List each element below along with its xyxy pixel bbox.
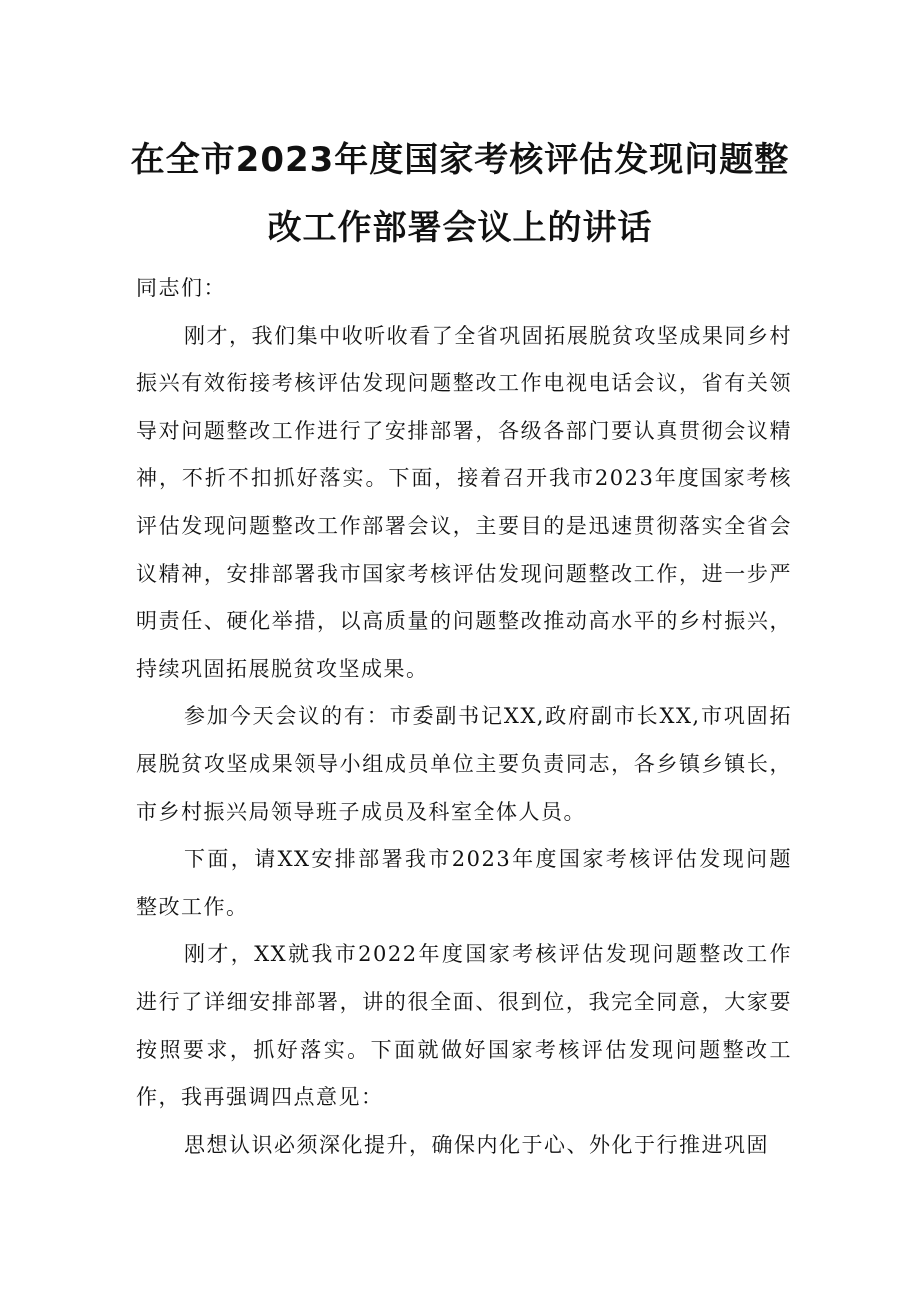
paragraph-4: 刚才，XX就我市2022年度国家考核评估发现问题整改工作进行了详细安排部署，讲的很全面、很到位，我完全同意，大家要按照要求，抓好落实。下面就做好国家考核评估发现问题整改工作，我再强调四点意见： <box>136 942 792 1110</box>
document-title-line-2: 改工作部署会议上的讲话 <box>267 208 653 248</box>
document-body <box>136 265 792 1169</box>
paragraph-5: 思想认识必须深化提升，确保内化于心、外化于行推进巩固 <box>184 1132 769 1157</box>
salutation: 同志们： <box>136 276 226 300</box>
document-title-line-1: 在全市2023年度国家考核评估发现问题整 <box>130 140 790 180</box>
paragraph-3: 下面，请XX安排部署我市2023年度国家考核评估发现问题整改工作。 <box>136 847 792 919</box>
paragraph-1: 刚才，我们集中收听收看了全省巩固拓展脱贫攻坚成果同乡村振兴有效衔接考核评估发现问题整改工作电视电话会议，省有关领导对问题整改工作进行了安排部署，各级各部门要认真贯彻会议精神，不折不扣抓好落实。下面，接着召开我市2023年度国家考核评估发现问题整改工作部署会议，主要目的是迅速贯彻落实全省会议精神，安排部署我市国家考核评估发现问题整改工作，进一步严明责任、硬化举措，以高质量的问题整改推动高水平的乡村振兴，持续巩固拓展脱贫攻坚成果。 <box>136 323 792 681</box>
paragraph-2: 参加今天会议的有：市委副书记XX,政府副市长XX,市巩固拓展脱贫攻坚成果领导小组成员单位主要负责同志，各乡镇乡镇长，市乡村振兴局领导班子成员及科室全体人员。 <box>136 704 792 824</box>
